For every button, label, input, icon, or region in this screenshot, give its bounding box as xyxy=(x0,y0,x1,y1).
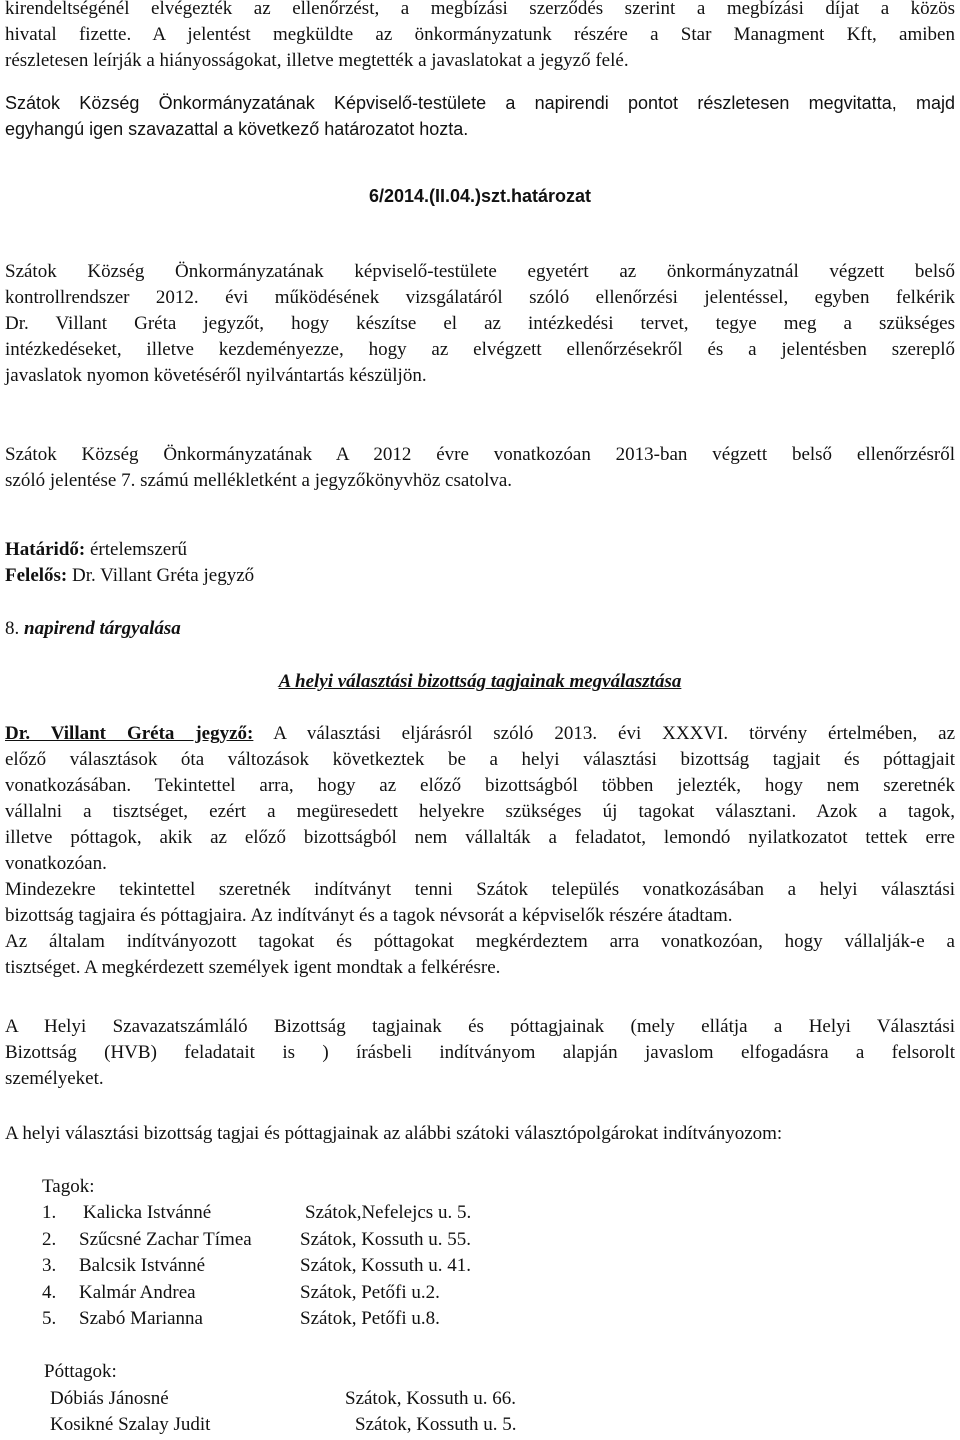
resolution-line-1: Szátok Község Önkormányzatának képviselő-testülete egyetért az önkormányzatnál végzett belső xyxy=(5,261,955,282)
member-number: 4. xyxy=(42,1282,57,1303)
attachment-note xyxy=(5,442,955,494)
resolution-line-4: intézkedéseket, illetve kezdeményezze, hogy az elvégzett ellenőrzésekről és a jelentésben szereplő xyxy=(5,339,955,360)
resolution-text xyxy=(5,259,955,389)
member-address: Szátok, Kossuth u. 55. xyxy=(300,1229,471,1250)
agenda-number: 8. xyxy=(5,618,24,639)
discussion-line-1: Szátok Község Önkormányzatának Képviselő-testülete a napirendi pontot részletesen megvitatta, majd xyxy=(5,93,955,113)
agenda-label: napirend tárgyalása xyxy=(24,618,181,639)
speech-line-7: Mindezekre tekintettel szeretnék indítványt tenni Szátok település vonatkozásában a helyi választási xyxy=(5,879,955,900)
deadline-value: értelemszerű xyxy=(85,539,188,560)
member-name: Szabó Marianna xyxy=(79,1308,203,1329)
alternates-label: Póttagok: xyxy=(44,1361,117,1382)
member-address: Szátok, Kossuth u. 41. xyxy=(300,1255,471,1276)
responsible-value: Dr. Villant Gréta jegyző xyxy=(67,565,255,586)
responsible-label: Felelős: xyxy=(5,565,68,586)
intro-paragraph xyxy=(5,0,955,74)
proposal-line-1: A Helyi Szavazatszámláló Bizottság tagjainak és póttagjainak (mely ellátja a Helyi Választási xyxy=(5,1016,955,1037)
member-number: 3. xyxy=(42,1255,57,1276)
member-name: Kalicka Istvánné xyxy=(83,1202,212,1223)
member-name: Kalmár Andrea xyxy=(79,1282,196,1303)
intro-line-2: hivatal fizette. A jelentést megküldte az önkormányzatunk részére a Star Managment Kft, amiben xyxy=(5,24,955,45)
alternate-address: Szátok, Kossuth u. 5. xyxy=(355,1414,517,1435)
agenda-title: A helyi választási bizottság tagjainak megválasztása xyxy=(278,671,682,692)
resolution-line-5: javaslatok nyomon követéséről nyilvántartás készüljön. xyxy=(5,365,427,386)
member-name: Szűcsné Zachar Tímea xyxy=(79,1229,252,1250)
speech-line-6: vonatkozóan. xyxy=(5,853,107,874)
speech-line-9: Az általam indítványozott tagokat és póttagokat megkérdeztem arra vonatkozóan, hogy vállalják-e a xyxy=(5,931,955,952)
attachment-line-2: szóló jelentése 7. számú mellékletként a jegyzőkönyvhöz csatolva. xyxy=(5,470,513,491)
member-number: 1. xyxy=(42,1202,57,1223)
resolution-line-2: kontrollrendszer 2012. évi működésének vizsgálatáról szóló ellenőrzési jelentéssel, egyben felkérik xyxy=(5,287,955,308)
speech-line-8: bizottság tagjaira és póttagjaira. Az indítványt és a tagok névsorát a képviselők részére átadtam. xyxy=(5,905,733,926)
proposal-line-3: személyeket. xyxy=(5,1068,104,1089)
member-address: Szátok, Petőfi u.8. xyxy=(300,1308,440,1329)
attachment-line-1: Szátok Község Önkormányzatának A 2012 évre vonatkozóan 2013-ban végzett belső ellenőrzésről xyxy=(5,444,955,465)
speech-line-1: Dr. Villant Gréta jegyző: A választási eljárásról szóló 2013. évi XXXVI. törvény értelmében, az xyxy=(5,723,955,744)
speech-line-5: illetve póttagok, akik az előző bizottságból nem vállalták a feladatot, lemondó nyilatkozatot tettek erre xyxy=(5,827,955,848)
responsible-line xyxy=(5,563,955,589)
discussion-line-2: egyhangú igen szavazattal a következő határozatot hozta. xyxy=(5,119,469,139)
agenda-heading xyxy=(5,616,955,642)
speech-paragraph xyxy=(5,721,955,981)
member-number: 2. xyxy=(42,1229,57,1250)
speaker-label: Dr. Villant Gréta jegyző: xyxy=(5,723,254,744)
alternate-name: Dóbiás Jánosné xyxy=(50,1388,169,1409)
member-address: Szátok,Nefelejcs u. 5. xyxy=(305,1202,472,1223)
resolution-title: 6/2014.(II.04.)szt.határozat xyxy=(368,186,592,206)
nomination-line: A helyi választási bizottság tagjai és póttagjainak az alábbi szátoki választópolgárokat indítványozom: xyxy=(5,1123,783,1144)
deadline-line xyxy=(5,537,955,563)
resolution-line-3: Dr. Villant Gréta jegyzőt, hogy készítse el az intézkedési tervet, tegye meg a szükséges xyxy=(5,313,955,334)
members-label: Tagok: xyxy=(42,1176,95,1197)
member-name: Balcsik Istvánné xyxy=(79,1255,206,1276)
speech-line-10: tisztséget. A megkérdezett személyek igent mondtak a felkérésre. xyxy=(5,957,501,978)
intro-line-1: kirendeltségénél elvégezték az ellenőrzést, a megbízási szerződés szerint a megbízási díjat a közös xyxy=(5,0,955,19)
discussion-paragraph xyxy=(5,90,955,142)
member-address: Szátok, Petőfi u.2. xyxy=(300,1282,440,1303)
deadline-label: Határidő: xyxy=(5,539,86,560)
member-number: 5. xyxy=(42,1308,57,1329)
intro-line-3: részletesen leírják a hiányosságokat, illetve megtették a javaslatokat a jegyző felé. xyxy=(5,50,629,71)
speech-line-2: előző választások óta változások következtek be a helyi választási bizottság tagjait és póttagjait xyxy=(5,749,955,770)
speech-line-4: vállalni a tisztséget, ezért a megüresedett helyekre szükséges új tagokat választani. Azok a tagok, xyxy=(5,801,955,822)
proposal-paragraph xyxy=(5,1014,955,1092)
alternate-address: Szátok, Kossuth u. 66. xyxy=(345,1388,516,1409)
speech-line-3: vonatkozásában. Tekintettel arra, hogy az előző bizottságból többen jelezték, hogy nem szeretnék xyxy=(5,775,955,796)
proposal-line-2: Bizottság (HVB) feladatait is ) írásbeli indítványom alapján javaslom elfogadásra a felsorolt xyxy=(5,1042,955,1063)
alternate-name: Kosikné Szalay Judit xyxy=(50,1414,211,1435)
